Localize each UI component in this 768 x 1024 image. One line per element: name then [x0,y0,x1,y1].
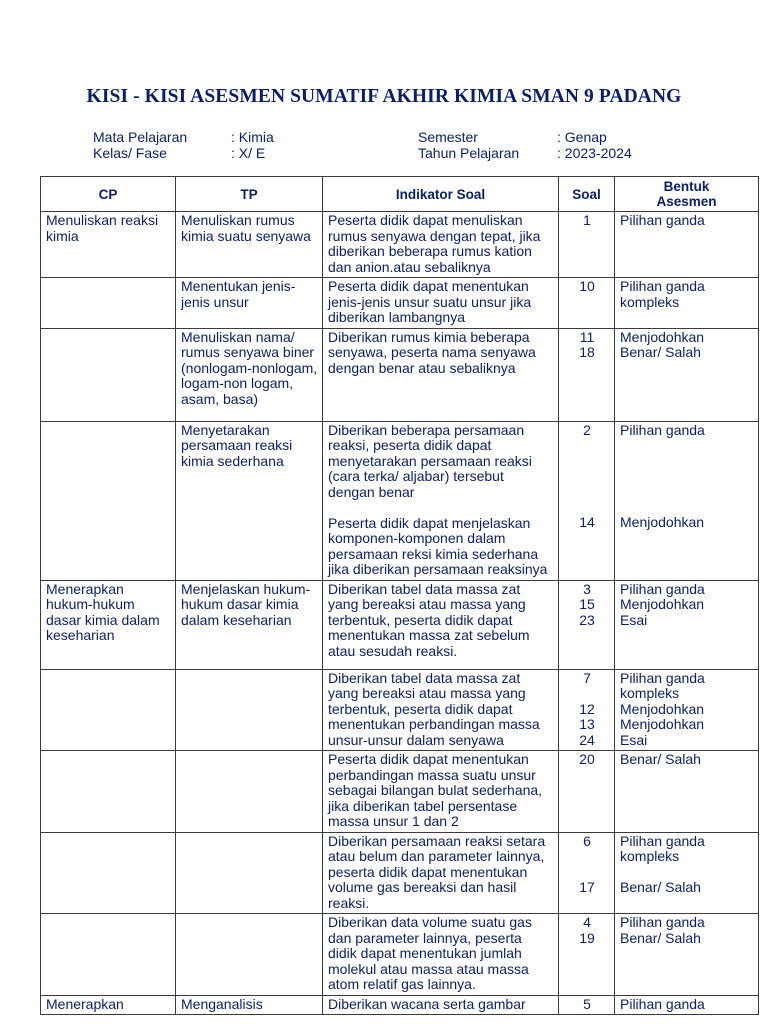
indikator-text: Peserta didik dapat menjelaskan komponen-komponen dalam persamaan reksi kimia sederhana jika diberikan persamaan reaksinya [328,514,548,577]
bentuk-text: Pilihan ganda [620,212,705,228]
bentuk-cell [615,328,759,421]
indikator-cell [323,278,559,329]
tp-cell [176,751,323,833]
indikator-text: Peserta didik dapat menentukan perbandingan massa suatu unsur sebagai bilangan bulat sederhana, jika diberikan tabel persentase massa unsur 1 dan 2 [328,751,543,829]
soal-number: 5 [583,995,591,1012]
bentuk-text: Esai [620,731,648,748]
bentuk-text: Benar/ Salah [620,751,701,767]
tp-cell: Menuliskan nama/ rumus senyawa biner (nonlogam-nonlogam, logam-non logam, asam, basa) [176,328,323,421]
bentuk-cell [615,580,759,669]
indikator-cell [323,328,559,421]
table-row [41,278,759,329]
soal-number: 3 [583,580,591,597]
tp-cell: Menganalisis [176,995,323,1015]
bentuk-text: Menjodohkan [620,700,705,717]
cp-cell [41,421,176,580]
table-row [41,669,759,751]
cp-cell [41,832,176,914]
soal-cell [559,751,615,833]
class-value: : X/ E [231,145,266,161]
class-label: Kelas/ Fase [93,145,167,161]
indikator-cell [323,580,559,669]
soal-number: 7 [583,669,591,686]
soal-cell [559,995,615,1015]
table-row [41,212,759,278]
cp-cell [41,328,176,421]
table-row [41,995,759,1015]
bentuk-text: Pilihan ganda kompleks [620,278,705,310]
header-cp: CP [41,177,176,212]
indikator-cell [323,995,559,1015]
table-row [41,328,759,421]
bentuk-text: Menjodohkan [620,716,705,732]
indikator-text: Diberikan persamaan reaksi setara atau belum dan parameter lainnya, peserta didik dapat menentukan volume gas bereaksi dan hasil reaksi. [328,832,546,911]
soal-number: 1 [583,212,591,228]
soal-number: 17 [579,879,595,895]
indikator-cell [323,751,559,833]
soal-number: 13 [579,716,595,732]
bentuk-cell [615,278,759,329]
table-row [41,580,759,669]
subject-value: : Kimia [231,129,274,145]
indikator-cell [323,669,559,751]
cp-cell [41,914,176,996]
soal-gap [564,686,610,702]
bentuk-text: Benar/ Salah [620,344,701,360]
table-header-row [41,177,759,212]
year-value: : 2023-2024 [557,145,632,161]
bentuk-gap [620,865,754,881]
bentuk-cell [615,832,759,914]
indikator-cell [323,212,559,278]
soal-gap [564,849,610,880]
tp-cell: Menjelaskan hukum-hukum dasar kimia dalam keseharian [176,580,323,669]
kisi-table [40,176,759,1015]
bentuk-cell [615,669,759,751]
bentuk-text: Esai [620,611,648,628]
soal-number: 23 [579,611,595,628]
soal-number: 6 [583,832,591,849]
soal-gap [564,438,610,515]
indikator-text: Diberikan wacana serta gambar [328,995,526,1012]
tp-cell: Menentukan jenis-jenis unsur [176,278,323,329]
tp-cell [176,914,323,996]
bentuk-text: Menjodohkan [620,328,705,345]
indikator-cell [323,421,559,580]
soal-cell [559,832,615,914]
cp-cell [41,669,176,751]
table-row [41,751,759,833]
header-indikator: Indikator Soal [323,177,559,212]
cp-cell [41,751,176,833]
soal-number: 15 [579,596,595,612]
table-row [41,914,759,996]
indikator-text: Diberikan data volume suatu gas dan parameter lainnya, peserta didik dapat menentukan jumlah molekul atau massa atau massa atom relatif gas lainnya. [328,914,532,992]
bentuk-text: Pilihan ganda kompleks [620,832,705,864]
indikator-text: Peserta didik dapat menuliskan rumus senyawa dengan tepat, jika diberikan beberapa rumus kation dan anion.atau sebaliknya [328,212,541,275]
cp-cell: Menerapkan hukum-hukum dasar kimia dalam keseharian [41,580,176,669]
soal-cell [559,421,615,580]
indikator-text: Diberikan beberapa persamaan reaksi, peserta didik dapat menyetarakan persamaan reaksi (cara terka/ aljabar) tersebut dengan benar [328,421,532,500]
document-title: KISI - KISI ASESMEN SUMATIF AKHIR KIMIA SMAN 9 PADANG [86,86,682,107]
header-bentuk [615,177,759,212]
indikator-text: Diberikan rumus kimia beberapa senyawa, peserta nama senyawa dengan benar atau sebaliknya [328,328,536,376]
indikator-cell [323,914,559,996]
indikator-gap [328,500,554,516]
indikator-cell [323,832,559,914]
indikator-text: Diberikan tabel data massa zat yang bereaksi atau massa yang terbentuk, peserta didik dapat menentukan perbandingan massa unsur-unsur dalam senyawa [328,669,540,748]
soal-cell [559,328,615,421]
indikator-text: Diberikan tabel data massa zat yang bereaksi atau massa yang terbentuk, peserta didik dapat menentukan massa zat sebelum atau sesudah reaksi. [328,580,530,659]
bentuk-text: Menjodohkan [620,596,705,612]
header-soal: Soal [559,177,615,212]
subject-label: Mata Pelajaran [93,129,188,145]
bentuk-cell [615,914,759,996]
soal-cell [559,669,615,751]
soal-number: 4 [583,914,591,930]
bentuk-text: Pilihan ganda [620,914,705,930]
year-label: Tahun Pelajaran [418,145,520,161]
tp-cell: Menuliskan rumus kimia suatu senyawa [176,212,323,278]
bentuk-cell [615,421,759,580]
bentuk-text: Menjodohkan [620,514,705,530]
bentuk-text: Pilihan ganda kompleks [620,669,705,701]
indikator-text: Peserta didik dapat menentukan jenis-jenis unsur suatu unsur jika diberikan lambangnya [328,278,532,325]
soal-cell [559,212,615,278]
soal-cell [559,278,615,329]
header-bentuk-line1: Bentuk [663,179,710,194]
soal-cell [559,580,615,669]
bentuk-cell [615,212,759,278]
semester-label: Semester [418,129,478,145]
soal-number: 2 [583,421,591,438]
bentuk-text: Benar/ Salah [620,879,701,895]
soal-number: 19 [579,929,595,946]
soal-number: 14 [579,514,595,530]
bentuk-text: Pilihan ganda [620,421,705,438]
bentuk-text: Benar/ Salah [620,929,701,946]
bentuk-cell [615,751,759,833]
soal-number: 11 [579,328,595,345]
table-row [41,421,759,580]
bentuk-gap [620,438,754,515]
soal-number: 12 [579,700,595,717]
tp-cell: Menyetarakan persamaan reaksi kimia sederhana [176,421,323,580]
cp-cell [41,278,176,329]
tp-cell [176,832,323,914]
soal-number: 18 [579,344,595,360]
header-tp: TP [176,177,323,212]
tp-cell [176,669,323,751]
cp-cell: Menerapkan [41,995,176,1015]
soal-number: 20 [579,751,595,767]
bentuk-cell [615,995,759,1015]
header-bentuk-line2: Asesmen [656,194,717,209]
semester-value: : Genap [557,129,607,145]
table-row [41,832,759,914]
bentuk-text: Pilihan ganda [620,580,705,597]
bentuk-text: Pilihan ganda [620,995,705,1012]
soal-number: 24 [579,731,595,748]
soal-cell [559,914,615,996]
cp-cell: Menuliskan reaksi kimia [41,212,176,278]
soal-number: 10 [579,278,595,294]
